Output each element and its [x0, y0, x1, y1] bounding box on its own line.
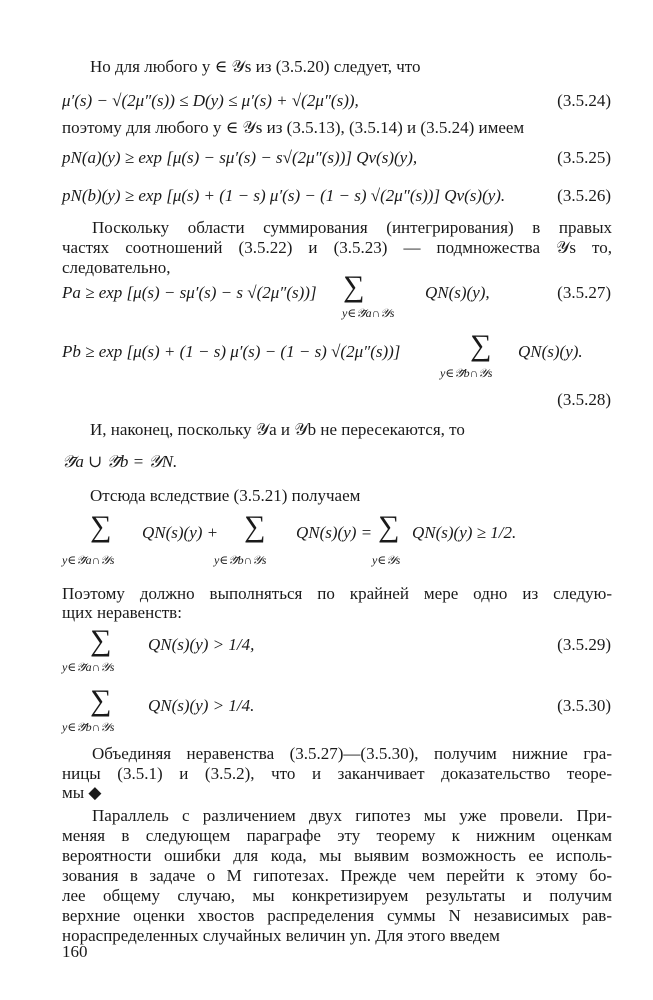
sum-subscript: y∈𝒴̄a∩𝒴s [342, 306, 395, 320]
sum-symbol: ∑ [90, 510, 112, 543]
text-line: следовательно, [62, 258, 171, 277]
text-line: вероятности ошибки для кода, мы выявим возможность ее исполь- [62, 846, 612, 865]
equation-3-5-30: QN(s)(y) > 1/4. [148, 696, 255, 715]
equation-3-5-25: pN(a)(y) ≥ exp [μ(s) − sμ′(s) − s√(2μ″(s))] Qv(s)(y), [62, 148, 418, 167]
text-line: меняя в следующем параграфе эту теорему к нижним оценкам [62, 826, 612, 845]
equation-3-5-27: Pa ≥ exp [μ(s) − sμ′(s) − s √(2μ″(s))] [62, 283, 317, 302]
text-line: Поэтому должно выполняться по крайней мере одно из следую- [62, 584, 612, 603]
equation-number: (3.5.27) [557, 283, 611, 302]
text-line: Поскольку области суммирования (интегрирования) в правых [92, 218, 612, 237]
equation-union: 𝒴̄a ∪ 𝒴̄b = 𝒴N. [62, 452, 178, 471]
sum-symbol: ∑ [90, 624, 112, 657]
equation-3-5-29: QN(s)(y) > 1/4, [148, 635, 255, 654]
equation-term: QN(s)(y) = [296, 523, 373, 542]
text-line: мы ◆ [62, 783, 102, 802]
text-line: Объединяя неравенства (3.5.27)—(3.5.30), получим нижние гра- [92, 744, 612, 763]
sum-subscript: y∈𝒴̄a∩𝒴s [62, 553, 115, 567]
equation-number: (3.5.25) [557, 148, 611, 167]
equation-term: QN(s)(y) ≥ 1/2. [412, 523, 517, 542]
sum-symbol: ∑ [90, 684, 112, 717]
equation-term: QN(s)(y). [518, 342, 583, 361]
page-number: 160 [62, 942, 88, 961]
text-line: Отсюда вследствие (3.5.21) получаем [90, 486, 361, 505]
text-line: зования в задаче о M гипотезах. Прежде чем перейти к этому бо- [62, 866, 612, 885]
equation-number: (3.5.26) [557, 186, 611, 205]
equation-3-5-24: μ′(s) − √(2μ″(s)) ≤ D(y) ≤ μ′(s) + √(2μ″(s)), [62, 91, 359, 110]
sum-symbol: ∑ [470, 329, 492, 362]
equation-number: (3.5.28) [557, 390, 611, 409]
text-line: щих неравенств: [62, 603, 182, 622]
equation-term: QN(s)(y) + [142, 523, 219, 542]
text-line: Но для любого y ∈ 𝒴s из (3.5.20) следует, что [90, 57, 421, 76]
text-line: частях соотношений (3.5.22) и (3.5.23) — подмножества 𝒴s то, [62, 238, 612, 257]
equation-3-5-28: Pb ≥ exp [μ(s) + (1 − s) μ′(s) − (1 − s) √(2μ″(s))] [62, 342, 401, 361]
text-line: И, наконец, поскольку 𝒴a и 𝒴b не пересекаются, то [90, 420, 465, 439]
text-line: лее общему случаю, мы конкретизируем результаты и получим [62, 886, 612, 905]
sum-subscript: y∈𝒴̄b∩𝒴s [62, 720, 115, 734]
sum-subscript: y∈𝒴s [372, 553, 401, 567]
equation-number: (3.5.24) [557, 91, 611, 110]
text-line: поэтому для любого y ∈ 𝒴s из (3.5.13), (3.5.14) и (3.5.24) имеем [62, 118, 525, 137]
sum-subscript: y∈𝒴̄b∩𝒴s [440, 366, 493, 380]
text-line: нораспределенных случайных величин yn. Для этого введем [62, 926, 500, 945]
equation-number: (3.5.29) [557, 635, 611, 654]
text-line: Параллель с различением двух гипотез мы уже провели. При- [92, 806, 612, 825]
equation-number: (3.5.30) [557, 696, 611, 715]
text-line: ницы (3.5.1) и (3.5.2), что и заканчивает доказательство теоре- [62, 764, 612, 783]
sum-symbol: ∑ [244, 510, 266, 543]
sum-symbol: ∑ [343, 270, 365, 303]
sum-subscript: y∈𝒴̄b∩𝒴s [214, 553, 267, 567]
sum-subscript: y∈𝒴̄a∩𝒴s [62, 660, 115, 674]
text-line: верхние оценки хвостов распределения суммы N независимых рав- [62, 906, 612, 925]
sum-symbol: ∑ [378, 510, 400, 543]
equation-term: QN(s)(y), [425, 283, 490, 302]
equation-3-5-26: pN(b)(y) ≥ exp [μ(s) + (1 − s) μ′(s) − (1 − s) √(2μ″(s))] Qv(s)(y). [62, 186, 506, 205]
